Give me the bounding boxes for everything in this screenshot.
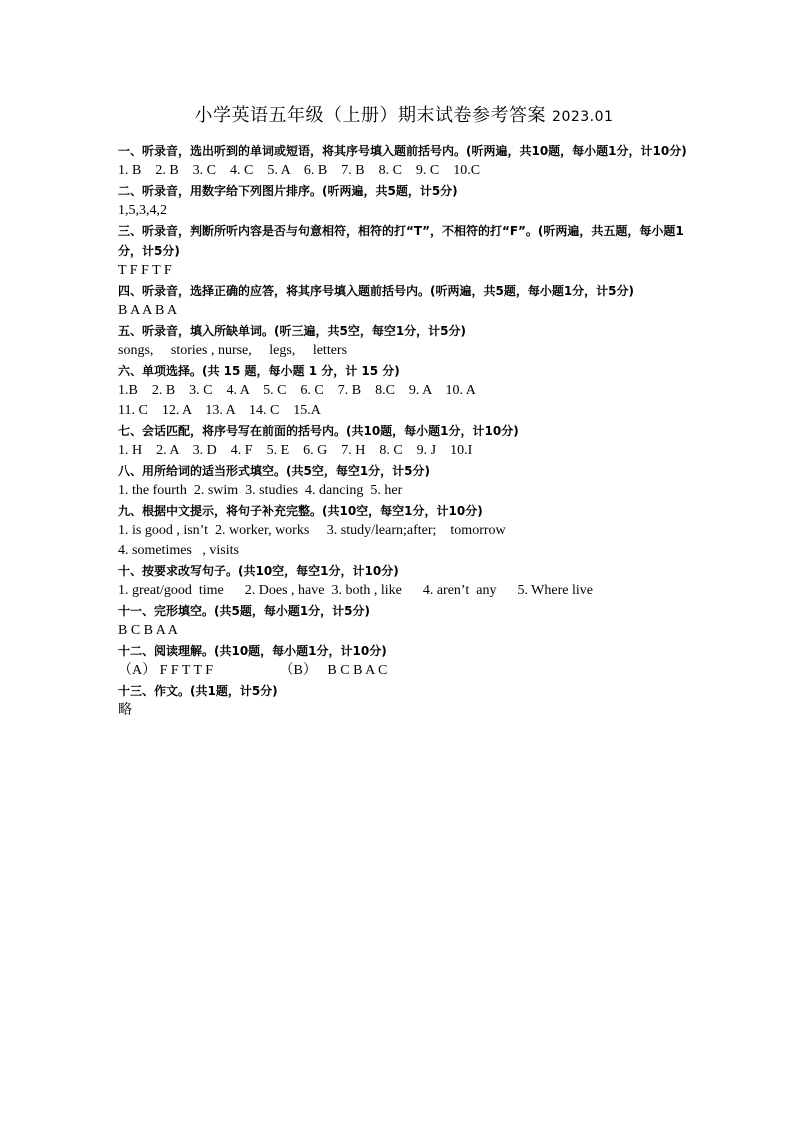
section-question: 一、听录音，选出听到的单词或短语，将其序号填入题前括号内。(听两遍，共10题，每小题1分，计10分) [118,144,687,158]
answer-section [118,641,690,681]
section-question: 六、单项选择。(共 15 题，每小题 1 分，计 15 分) [118,364,400,378]
section-answer: 1. B 2. B 3. C 4. C 5. A 6. B 7. B 8. C 9. C 10.C [118,163,481,178]
section-question: 五、听录音，填入所缺单词。(听三遍，共5空，每空1分，计5分) [118,324,467,338]
answer-section [118,461,690,501]
title-date: 2023.01 [552,109,614,125]
section-answer: T F F T F [118,263,172,278]
section-question: 八、用所给词的适当形式填空。(共5空，每空1分，计5分) [118,464,431,478]
title-text: 小学英语五年级（上册）期末试卷参考答案 [194,105,547,126]
section-answer: songs, stories , nurse, legs, letters [118,343,348,358]
answer-section [118,681,690,721]
section-answer: B A A B A [118,303,178,318]
section-answer: 略 [118,703,132,718]
answer-section [118,361,690,421]
answer-section [118,221,690,281]
section-question: 十二、阅读理解。(共10题，每小题1分，计10分) [118,644,387,658]
answer-section [118,141,690,181]
answer-section [118,181,690,221]
section-question: 七、会话匹配，将序号写在前面的括号内。(共10题，每小题1分，计10分) [118,424,519,438]
answer-section [118,281,690,321]
answer-section [118,421,690,461]
answer-section [118,321,690,361]
section-answer: B C B A A [118,623,178,638]
section-answer: 11. C 12. A 13. A 14. C 15.A [118,403,321,418]
section-answer: 1,5,3,4,2 [118,203,167,218]
answer-sections [118,141,690,721]
section-question: 十一、完形填空。(共5题，每小题1分，计5分) [118,604,371,618]
section-answer: 1. the fourth 2. swim 3. studies 4. dancing 5. her [118,483,403,498]
section-answer: （A） F F T T F （B） B C B A C [118,663,388,678]
document-title [118,102,690,131]
section-question: 二、听录音，用数字给下列图片排序。(听两遍，共5题，计5分) [118,184,458,198]
section-answer: 4. sometimes , visits [118,543,239,558]
section-question: 四、听录音，选择正确的应答，将其序号填入题前括号内。(听两遍，共5题，每小题1分，计5分) [118,284,635,298]
section-question: 三、听录音，判断所听内容是否与句意相符，相符的打“T”，不相符的打“F”。(听两遍，共五题，每小题1分，计5分) [118,224,684,258]
section-question: 九、根据中文提示，将句子补充完整。(共10空，每空1分，计10分) [118,504,483,518]
answer-section [118,601,690,641]
section-answer: 1.B 2. B 3. C 4. A 5. C 6. C 7. B 8.C 9. A 10. A [118,383,476,398]
answer-section [118,561,690,601]
section-answer: 1. H 2. A 3. D 4. F 5. E 6. G 7. H 8. C 9. J 10.I [118,443,473,458]
section-question: 十三、作文。(共1题，计5分) [118,684,278,698]
answer-section [118,501,690,561]
section-answer: 1. great/good time 2. Does , have 3. both , like 4. aren’t any 5. Where live [118,583,593,598]
section-question: 十、按要求改写句子。(共10空，每空1分，计10分) [118,564,399,578]
answer-key-page [118,102,690,721]
section-answer: 1. is good , isn’t 2. worker, works 3. study/learn;after; tomorrow [118,523,506,538]
